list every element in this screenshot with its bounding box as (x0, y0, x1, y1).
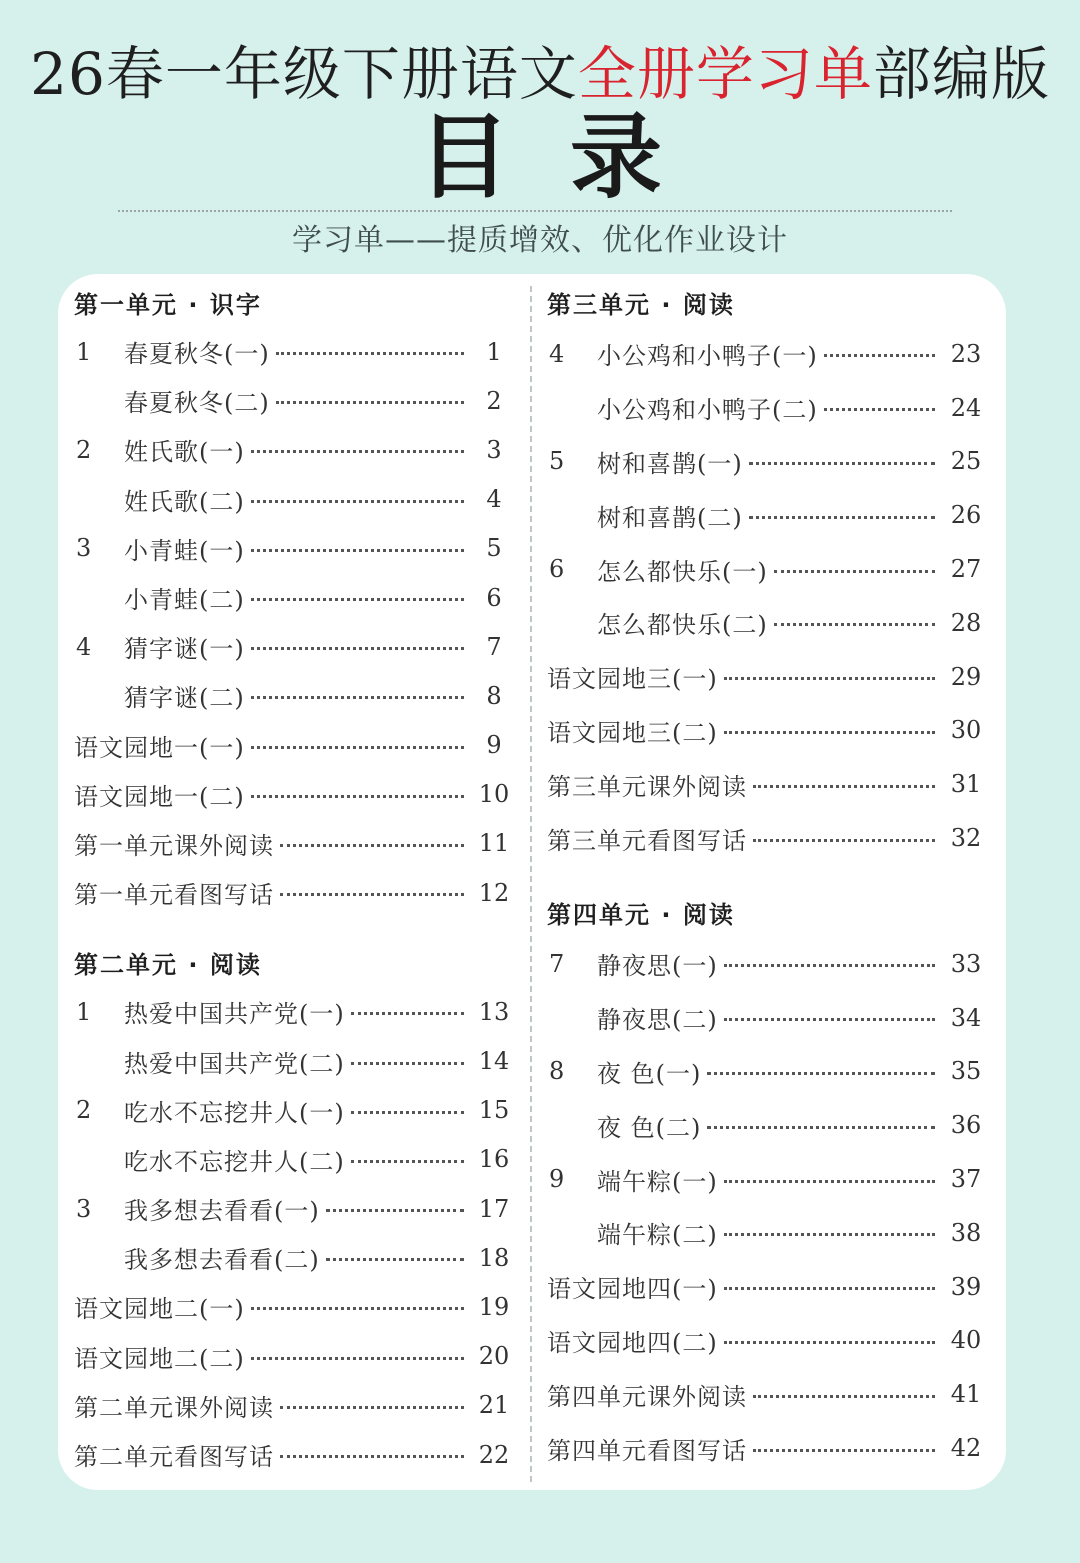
subtitle: 学习单——提质增效、优化作业设计 (292, 223, 788, 258)
entry-page-number: 30 (950, 716, 982, 745)
toc-entry (547, 991, 987, 1045)
toc-entry (547, 327, 987, 381)
entry-title: 猜字谜(一) (124, 635, 245, 664)
dot-leader (753, 1395, 935, 1398)
toc-entry (74, 671, 514, 720)
entry-page-number: 12 (478, 878, 510, 907)
entry-page-number: 16 (478, 1145, 510, 1174)
entry-lesson-number: 4 (76, 632, 92, 661)
dot-leader (724, 731, 935, 734)
toc-entry (74, 721, 514, 770)
dot-leader (251, 696, 464, 699)
toc-entry (547, 757, 987, 811)
dot-leader (707, 1126, 935, 1129)
entry-page-number: 40 (950, 1326, 982, 1355)
dot-leader (280, 844, 464, 847)
dot-leader (707, 1072, 935, 1075)
dot-leader (724, 1341, 935, 1344)
entry-page-number: 5 (486, 534, 502, 563)
entry-title: 我多想去看看(二) (124, 1246, 320, 1275)
entry-title: 第二单元看图写话 (74, 1443, 274, 1472)
entry-page-number: 6 (486, 583, 502, 612)
dot-leader (753, 785, 935, 788)
toc-entry (74, 1430, 514, 1479)
dot-leader (753, 1449, 935, 1452)
toc-entry (74, 1332, 514, 1381)
entry-page-number: 9 (486, 731, 502, 760)
entry-lesson-number: 8 (549, 1057, 565, 1086)
dot-leader (724, 1180, 935, 1183)
entry-lesson-number: 3 (76, 534, 92, 563)
dot-leader (724, 1018, 935, 1021)
entry-title: 小青蛙(一) (124, 536, 245, 565)
entry-title: 春夏秋冬(二) (124, 389, 270, 418)
dot-leader (251, 500, 464, 503)
dot-leader (724, 964, 935, 967)
entry-page-number: 39 (950, 1272, 982, 1301)
entry-page-number: 42 (950, 1434, 982, 1463)
entry-page-number: 14 (478, 1047, 510, 1076)
entry-page-number: 25 (950, 447, 982, 476)
dot-leader (326, 1258, 464, 1261)
dot-leader (251, 746, 464, 749)
toc-entry (74, 819, 514, 868)
entry-page-number: 22 (478, 1440, 510, 1469)
entry-title: 语文园地三(二) (547, 718, 718, 747)
entry-lesson-number: 5 (549, 447, 565, 476)
entry-page-number: 17 (478, 1194, 510, 1223)
entry-page-number: 3 (486, 435, 502, 464)
toc-entry (547, 1260, 987, 1314)
toc-entry (547, 1421, 987, 1475)
entry-lesson-number: 2 (76, 435, 92, 464)
entry-page-number: 15 (478, 1096, 510, 1125)
entry-title: 语文园地四(一) (547, 1275, 718, 1304)
entry-title: 姓氏歌(二) (124, 487, 245, 516)
entry-title: 吃水不忘挖井人(二) (124, 1147, 345, 1176)
entry-title: 姓氏歌(一) (124, 438, 245, 467)
dot-leader (351, 1111, 464, 1114)
toc-entry (547, 542, 987, 596)
toc-entry (74, 1036, 514, 1085)
entry-title: 春夏秋冬(一) (124, 340, 270, 369)
dot-leader (351, 1012, 464, 1015)
entry-page-number: 31 (950, 770, 982, 799)
dot-leader (276, 401, 464, 404)
entry-title: 夜 色(二) (597, 1113, 702, 1142)
dot-leader (351, 1062, 464, 1065)
entry-lesson-number: 7 (549, 949, 565, 978)
dot-leader (251, 1307, 464, 1310)
dot-leader (351, 1160, 464, 1163)
entry-title: 热爱中国共产党(二) (124, 1049, 345, 1078)
dot-leader (724, 1233, 935, 1236)
toc-entry (74, 1086, 514, 1135)
entry-page-number: 4 (486, 485, 502, 514)
toc-entry (74, 1135, 514, 1184)
entry-page-number: 1 (486, 337, 502, 366)
toc-entry (74, 376, 514, 425)
toc-entry (547, 596, 987, 650)
toc-entry (547, 1152, 987, 1206)
unit-heading: 第三单元 · 阅读 (547, 291, 735, 319)
toc-entry (74, 868, 514, 917)
dot-leader (251, 549, 464, 552)
dot-leader (724, 1287, 935, 1290)
dot-leader (251, 1357, 464, 1360)
entry-page-number: 29 (950, 662, 982, 691)
entry-title: 热爱中国共产党(一) (124, 1000, 345, 1029)
toc-entry (74, 1282, 514, 1331)
entry-title: 端午粽(一) (597, 1167, 718, 1196)
entry-page-number: 35 (950, 1057, 982, 1086)
dot-leader (753, 839, 935, 842)
title-highlight: 全册学习单 (577, 40, 873, 108)
toc-entry (74, 987, 514, 1036)
unit-heading: 第二单元 · 阅读 (74, 951, 262, 980)
toc-entry (547, 811, 987, 865)
entry-title: 小公鸡和小鸭子(二) (597, 396, 818, 425)
entry-page-number: 27 (950, 555, 982, 584)
toc-entry (74, 770, 514, 819)
entry-title: 语文园地三(一) (547, 665, 718, 694)
title-prefix: 26春一年级下册语文 (30, 40, 578, 108)
unit2-entries (74, 987, 514, 1479)
entry-title: 第三单元课外阅读 (547, 772, 747, 801)
entry-page-number: 7 (486, 632, 502, 661)
entry-page-number: 33 (950, 949, 982, 978)
entry-lesson-number: 2 (76, 1096, 92, 1125)
dot-leader (824, 354, 935, 357)
entry-title: 第二单元课外阅读 (74, 1393, 274, 1422)
entry-page-number: 8 (486, 681, 502, 710)
toc-entry (547, 1367, 987, 1421)
title-suffix: 部编版 (872, 40, 1050, 108)
document-title (0, 38, 1080, 110)
toc-entry (547, 1098, 987, 1152)
dot-leader (824, 408, 935, 411)
entry-page-number: 23 (950, 339, 982, 368)
toc-entry (547, 488, 987, 542)
entry-page-number: 19 (478, 1292, 510, 1321)
entry-page-number: 36 (950, 1111, 982, 1140)
toc-entry (74, 1184, 514, 1233)
unit-heading: 第四单元 · 阅读 (547, 900, 735, 929)
entry-lesson-number: 3 (76, 1194, 92, 1223)
entry-title: 语文园地四(二) (547, 1328, 718, 1357)
entry-title: 第一单元课外阅读 (74, 831, 274, 860)
toc-entry (547, 1206, 987, 1260)
entry-title: 第四单元课外阅读 (547, 1382, 747, 1411)
entry-title: 静夜思(二) (597, 1006, 718, 1035)
dot-leader (251, 795, 464, 798)
entry-title: 语文园地一(二) (74, 782, 245, 811)
entry-lesson-number: 4 (549, 339, 565, 368)
toc-entry (74, 475, 514, 524)
toc-entry (547, 937, 987, 991)
dot-leader (251, 450, 464, 453)
entry-title: 树和喜鹊(一) (597, 449, 743, 478)
entry-title: 端午粽(二) (597, 1221, 718, 1250)
entry-page-number: 18 (478, 1243, 510, 1272)
toc-left-column (74, 283, 514, 1479)
entry-page-number: 34 (950, 1003, 982, 1032)
entry-page-number: 32 (950, 824, 982, 853)
dot-leader (774, 623, 935, 626)
entry-lesson-number: 6 (549, 555, 565, 584)
toc-entry (74, 327, 514, 376)
column-divider (530, 286, 532, 1482)
entry-page-number: 21 (478, 1391, 510, 1420)
toc-entry (74, 1233, 514, 1282)
dot-leader (280, 893, 464, 896)
entry-page-number: 38 (950, 1218, 982, 1247)
entry-page-number: 10 (478, 780, 510, 809)
dotted-divider (118, 210, 952, 212)
dot-leader (276, 352, 464, 355)
entry-page-number: 11 (478, 829, 510, 858)
toc-entry (74, 1381, 514, 1430)
toc-entry (547, 704, 987, 758)
dot-leader (280, 1406, 464, 1409)
entry-title: 语文园地二(一) (74, 1295, 245, 1324)
entry-page-number: 2 (486, 386, 502, 415)
dot-leader (749, 516, 935, 519)
toc-right-column (547, 283, 987, 1475)
entry-title: 静夜思(一) (597, 952, 718, 981)
dot-leader (724, 677, 935, 680)
entry-title: 吃水不忘挖井人(一) (124, 1098, 345, 1127)
entry-page-number: 28 (950, 608, 982, 637)
toc-entry (547, 1314, 987, 1368)
unit-heading: 第一单元 · 识字 (74, 291, 262, 319)
toc-entry (547, 381, 987, 435)
unit1-entries (74, 327, 514, 917)
entry-lesson-number: 9 (549, 1165, 565, 1194)
dot-leader (774, 570, 935, 573)
toc-entry (74, 524, 514, 573)
entry-title: 夜 色(一) (597, 1059, 702, 1088)
toc-entry (547, 1045, 987, 1099)
unit3-entries (547, 327, 987, 865)
entry-title: 猜字谜(二) (124, 684, 245, 713)
entry-title: 第一单元看图写话 (74, 881, 274, 910)
toc-entry (547, 435, 987, 489)
toc-entry (74, 573, 514, 622)
entry-page-number: 24 (950, 393, 982, 422)
entry-page-number: 37 (950, 1165, 982, 1194)
dot-leader (251, 598, 464, 601)
entry-page-number: 20 (478, 1342, 510, 1371)
entry-title: 第四单元看图写话 (547, 1436, 747, 1465)
dot-leader (749, 462, 935, 465)
entry-title: 语文园地一(一) (74, 733, 245, 762)
toc-entry (547, 650, 987, 704)
entry-title: 树和喜鹊(二) (597, 503, 743, 532)
contents-heading: 目录 (417, 104, 722, 211)
entry-lesson-number: 1 (76, 997, 92, 1026)
entry-title: 小青蛙(二) (124, 586, 245, 615)
entry-page-number: 13 (478, 997, 510, 1026)
toc-entry (74, 425, 514, 474)
dot-leader (280, 1455, 464, 1458)
dot-leader (326, 1209, 464, 1212)
entry-title: 第三单元看图写话 (547, 826, 747, 855)
entry-page-number: 26 (950, 501, 982, 530)
unit4-entries (547, 937, 987, 1475)
entry-lesson-number: 1 (76, 337, 92, 366)
entry-title: 语文园地二(二) (74, 1344, 245, 1373)
dot-leader (251, 647, 464, 650)
entry-page-number: 41 (950, 1380, 982, 1409)
toc-entry (74, 622, 514, 671)
entry-title: 怎么都快乐(二) (597, 611, 768, 640)
entry-title: 我多想去看看(一) (124, 1197, 320, 1226)
entry-title: 怎么都快乐(一) (597, 557, 768, 586)
entry-title: 小公鸡和小鸭子(一) (597, 342, 818, 371)
